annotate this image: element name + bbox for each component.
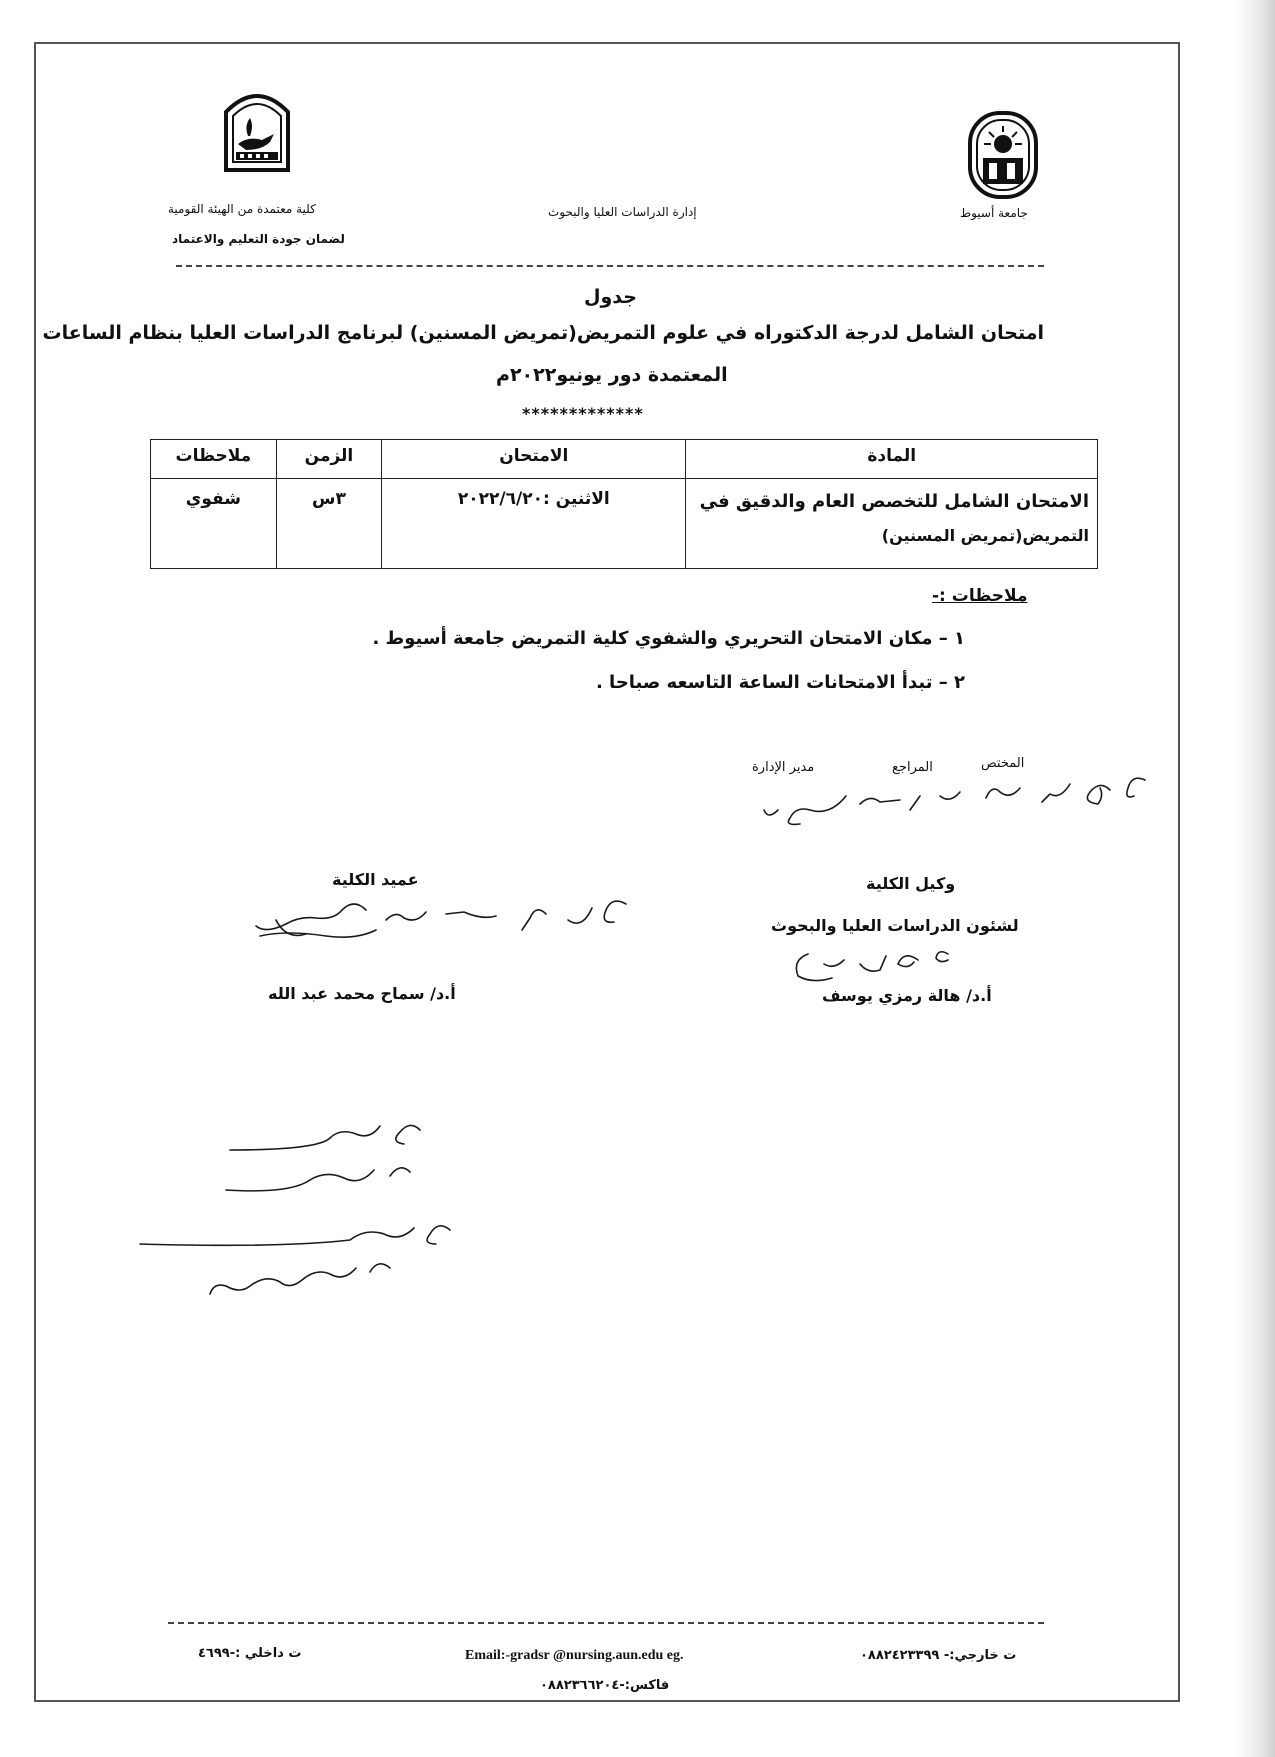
cell-time: ٣س xyxy=(276,479,381,569)
vice-dean-title: وكيل الكلية xyxy=(866,874,956,893)
role-director: مدير الإدارة xyxy=(752,760,815,775)
email-address: Email:-gradsr @nursing.aun.edu eg. xyxy=(465,1648,684,1663)
vice-dean-name: أ.د/ هالة رمزي يوسف xyxy=(822,986,992,1005)
internal-phone: ت داخلي :-٤٦٩٩ xyxy=(198,1646,302,1661)
university-name: جامعة أسيوط xyxy=(960,206,1028,220)
table-row xyxy=(151,479,1098,569)
fax-number: فاكس:-٠٨٨٢٣٦٦٢٠٤ xyxy=(540,1678,670,1693)
schedule-word: جدول xyxy=(584,286,637,308)
subject-line-2: التمريض(تمريض المسنين) xyxy=(881,526,1089,545)
accreditation-line-2: لضمان جودة التعليم والاعتماد xyxy=(172,232,345,246)
role-specialist: المختص xyxy=(981,756,1025,771)
cell-notes: شفوي xyxy=(151,479,277,569)
table-header-row xyxy=(151,440,1098,479)
header-divider xyxy=(176,265,1044,267)
department-name: إدارة الدراسات العليا والبحوث xyxy=(548,205,697,219)
dean-title: عميد الكلية xyxy=(332,870,419,889)
vice-dean-signature-icon xyxy=(788,940,958,990)
notes-title: ملاحظات :- xyxy=(932,586,1028,606)
title-stars: ************* xyxy=(522,404,644,423)
title-line-2: المعتمدة دور يونيو٢٠٢٢م xyxy=(496,364,728,386)
note-item-1: ١ – مكان الامتحان التحريري والشفوي كلية التمريض جامعة أسيوط . xyxy=(372,628,965,649)
role-reviewer: المراجع xyxy=(892,760,933,775)
note-item-2: ٢ – تبدأ الامتحانات الساعة التاسعه صباحا . xyxy=(595,672,965,693)
dean-name: أ.د/ سماح محمد عبد الله xyxy=(268,984,456,1003)
title-line-1: امتحان الشامل لدرجة الدكتوراه في علوم التمريض(تمريض المسنين) لبرنامج الدراسات العليا بنظام الساعات xyxy=(42,322,1044,344)
exam-schedule-table xyxy=(150,439,1098,569)
cell-subject xyxy=(686,479,1098,569)
accreditation-line-1: كلية معتمدة من الهيئة القومية xyxy=(168,202,316,216)
header-subject: المادة xyxy=(686,440,1098,479)
vice-dean-title-2: لشئون الدراسات العليا والبحوث xyxy=(771,916,1019,935)
handwritten-notes-icon xyxy=(130,1110,460,1310)
header-exam: الامتحان xyxy=(382,440,686,479)
header-notes: ملاحظات xyxy=(151,440,277,479)
subject-line-1: الامتحان الشامل للتخصص العام والدقيق في xyxy=(699,491,1089,512)
header-time: الزمن xyxy=(276,440,381,479)
cell-exam: الاثنين :٢٠٢٢/٦/٢٠ xyxy=(382,479,686,569)
assiut-university-logo-icon xyxy=(967,110,1039,200)
scan-edge-shadow xyxy=(1235,0,1275,1757)
faculty-of-nursing-logo-icon xyxy=(218,86,296,176)
dean-signature-icon xyxy=(246,890,646,960)
external-phone: ت خارجي:- ٠٨٨٢٤٢٣٣٩٩ xyxy=(860,1648,1017,1663)
footer-divider xyxy=(168,1622,1044,1624)
approval-signatures-icon xyxy=(760,770,1160,830)
